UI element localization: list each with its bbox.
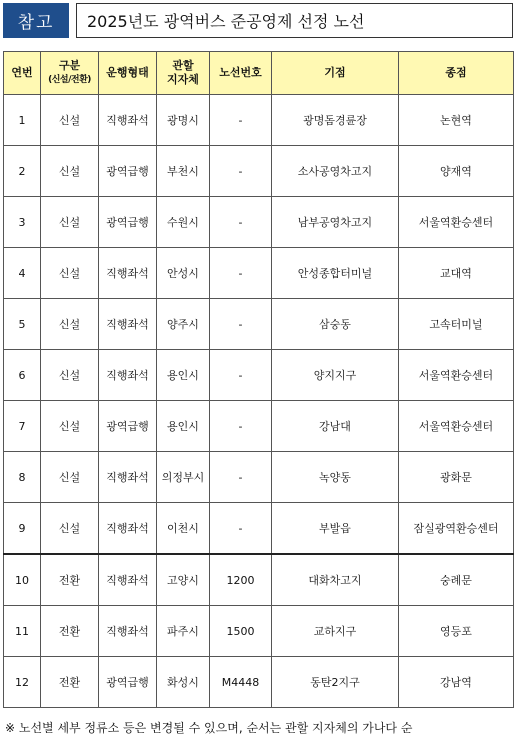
page-title-text: 2025년도 광역버스 준공영제 선정 노선: [87, 12, 365, 31]
table-row: [4, 401, 514, 452]
table-row: [4, 350, 514, 401]
cell-type: 신설: [41, 197, 99, 248]
cell-authority: 용인시: [157, 350, 210, 401]
table-row: [4, 299, 514, 350]
cell-mode: 광역급행: [99, 401, 157, 452]
table-row: [4, 657, 514, 708]
header-authority: [157, 52, 210, 95]
header-type: [41, 52, 99, 95]
cell-authority: 안성시: [157, 248, 210, 299]
header-destination: 종점: [399, 52, 514, 95]
cell-origin: 광명돔경륜장: [272, 95, 399, 146]
cell-type: 신설: [41, 95, 99, 146]
header-mode: 운행형태: [99, 52, 157, 95]
cell-authority: 고양시: [157, 554, 210, 606]
footnote: ※ 노선별 세부 정류소 등은 변경될 수 있으며, 순서는 관할 지자체의 가나다 순: [5, 721, 413, 735]
cell-destination: 숭례문: [399, 554, 514, 606]
cell-origin: 소사공영차고지: [272, 146, 399, 197]
cell-route-no: -: [210, 197, 272, 248]
cell-type: 전환: [41, 606, 99, 657]
cell-destination: 광화문: [399, 452, 514, 503]
cell-no: 2: [4, 146, 41, 197]
page-header: [3, 3, 513, 38]
table-row: [4, 503, 514, 555]
cell-destination: 논현역: [399, 95, 514, 146]
cell-route-no: M4448: [210, 657, 272, 708]
cell-mode: 광역급행: [99, 146, 157, 197]
route-table-body: [4, 95, 514, 708]
cell-origin: 동탄2지구: [272, 657, 399, 708]
cell-destination: 서울역환승센터: [399, 401, 514, 452]
cell-mode: 직행좌석: [99, 248, 157, 299]
cell-type: 신설: [41, 452, 99, 503]
cell-mode: 직행좌석: [99, 350, 157, 401]
header-type-main: 구분: [58, 59, 81, 72]
cell-route-no: -: [210, 503, 272, 555]
cell-no: 8: [4, 452, 41, 503]
cell-route-no: -: [210, 95, 272, 146]
cell-type: 신설: [41, 146, 99, 197]
cell-no: 4: [4, 248, 41, 299]
cell-origin: 강남대: [272, 401, 399, 452]
cell-route-no: 1500: [210, 606, 272, 657]
cell-mode: 직행좌석: [99, 503, 157, 555]
cell-destination: 양재역: [399, 146, 514, 197]
table-row: [4, 248, 514, 299]
table-row: [4, 554, 514, 606]
cell-destination: 서울역환승센터: [399, 350, 514, 401]
cell-mode: 광역급행: [99, 197, 157, 248]
cell-origin: 교하지구: [272, 606, 399, 657]
cell-authority: 의정부시: [157, 452, 210, 503]
cell-authority: 이천시: [157, 503, 210, 555]
header-type-sub: (신설/전환): [48, 75, 91, 85]
header-authority-line1: 관할: [172, 59, 194, 72]
cell-type: 신설: [41, 299, 99, 350]
cell-no: 9: [4, 503, 41, 555]
cell-route-no: 1200: [210, 554, 272, 606]
cell-origin: 녹양동: [272, 452, 399, 503]
cell-route-no: -: [210, 146, 272, 197]
cell-no: 11: [4, 606, 41, 657]
cell-no: 12: [4, 657, 41, 708]
cell-no: 6: [4, 350, 41, 401]
cell-type: 신설: [41, 248, 99, 299]
header-origin: 기점: [272, 52, 399, 95]
cell-authority: 양주시: [157, 299, 210, 350]
table-row: [4, 452, 514, 503]
table-header-row: [4, 52, 514, 95]
cell-mode: 광역급행: [99, 657, 157, 708]
table-row: [4, 606, 514, 657]
cell-authority: 부천시: [157, 146, 210, 197]
cell-type: 전환: [41, 554, 99, 606]
cell-no: 7: [4, 401, 41, 452]
cell-mode: 직행좌석: [99, 554, 157, 606]
reference-badge: 참고: [3, 3, 69, 38]
cell-origin: 삼숭동: [272, 299, 399, 350]
cell-route-no: -: [210, 401, 272, 452]
cell-type: 신설: [41, 503, 99, 555]
table-row: [4, 197, 514, 248]
cell-mode: 직행좌석: [99, 606, 157, 657]
cell-mode: 직행좌석: [99, 299, 157, 350]
cell-origin: 안성종합터미널: [272, 248, 399, 299]
cell-destination: 영등포: [399, 606, 514, 657]
table-row: [4, 95, 514, 146]
cell-type: 신설: [41, 401, 99, 452]
cell-origin: 부발읍: [272, 503, 399, 555]
table-row: [4, 146, 514, 197]
cell-origin: 양지지구: [272, 350, 399, 401]
cell-authority: 파주시: [157, 606, 210, 657]
cell-no: 5: [4, 299, 41, 350]
cell-mode: 직행좌석: [99, 95, 157, 146]
cell-authority: 수원시: [157, 197, 210, 248]
cell-no: 1: [4, 95, 41, 146]
cell-authority: 용인시: [157, 401, 210, 452]
cell-destination: 서울역환승센터: [399, 197, 514, 248]
cell-type: 전환: [41, 657, 99, 708]
cell-route-no: -: [210, 452, 272, 503]
cell-type: 신설: [41, 350, 99, 401]
cell-route-no: -: [210, 248, 272, 299]
cell-destination: 교대역: [399, 248, 514, 299]
cell-destination: 강남역: [399, 657, 514, 708]
cell-no: 10: [4, 554, 41, 606]
cell-no: 3: [4, 197, 41, 248]
route-table: [3, 51, 514, 708]
cell-destination: 잠실광역환승센터: [399, 503, 514, 555]
cell-destination: 고속터미널: [399, 299, 514, 350]
header-route-no: 노선번호: [210, 52, 272, 95]
cell-route-no: -: [210, 350, 272, 401]
cell-origin: 남부공영차고지: [272, 197, 399, 248]
cell-origin: 대화차고지: [272, 554, 399, 606]
cell-authority: 화성시: [157, 657, 210, 708]
page-title: [76, 3, 513, 38]
cell-authority: 광명시: [157, 95, 210, 146]
header-authority-line2: 지자체: [167, 73, 199, 86]
cell-route-no: -: [210, 299, 272, 350]
cell-mode: 직행좌석: [99, 452, 157, 503]
header-no: 연번: [4, 52, 41, 95]
